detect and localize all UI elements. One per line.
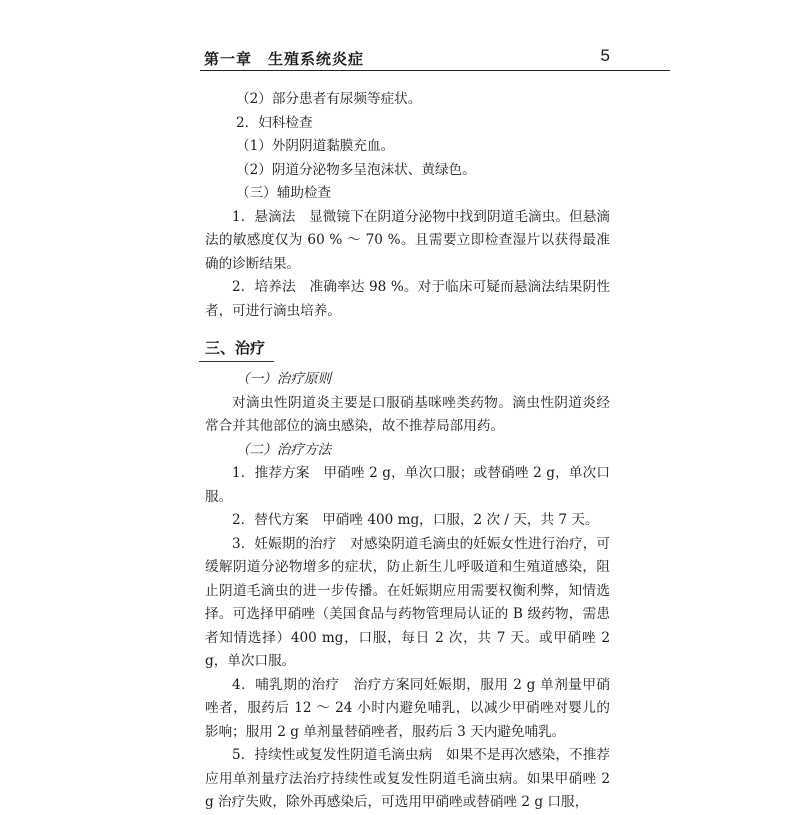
paragraph: 1．悬滴法 显微镜下在阴道分泌物中找到阴道毛滴虫。但悬滴法的敏感度仅为 60 % ～ 70 %。且需要立即检查湿片以获得最准确的诊断结果。 <box>205 208 610 272</box>
subheading: 2．妇科检查 <box>236 114 313 131</box>
running-header <box>200 46 670 71</box>
paragraph: 3．妊娠期的治疗 对感染阴道毛滴虫的妊娠女性进行治疗，可缓解阴道分泌物增多的症状，防止新生儿呼吸道和生殖道感染，阻止阴道毛滴虫的进一步传播。在妊娠期应用需要权衡利弊，知情选择。可选择甲硝唑（美国食品与药物管理局认证的 B 级药物，需患者知情选择）400 mg，口服，每日 2 次，共 7 天。或甲硝唑 2 g，单次口服。 <box>205 535 610 669</box>
paragraph: （2）部分患者有尿频等症状。 <box>236 91 422 107</box>
paragraph: （1）外阴阴道黏膜充血。 <box>236 138 395 154</box>
paragraph: 1．推荐方案 甲硝唑 2 g，单次口服；或替硝唑 2 g，单次口服。 <box>205 465 610 505</box>
paragraph: 4．哺乳期的治疗 治疗方案同妊娠期，服用 2 g 单剂量甲硝唑者，服药后 12 ～ 24 小时内避免哺乳，以减少甲硝唑对婴儿的影响；服用 2 g 单剂量替硝唑者，服药后 3 天内避免哺乳。 <box>205 676 610 740</box>
page-number: 5 <box>600 46 610 65</box>
section-heading-wrap <box>199 335 274 362</box>
paragraph: 5．持续性或复发性阴道毛滴虫病 如果不是再次感染，不推荐应用单剂量疗法治疗持续性或复发性阴道毛滴虫病。如果甲硝唑 2 g 治疗失败，除外再感染后，可选用甲硝唑或替硝唑 2 g 口服， <box>205 747 610 810</box>
paragraph: 2．替代方案 甲硝唑 400 mg，口服，2 次 / 天，共 7 天。 <box>232 512 599 528</box>
subheading: （三）辅助检查 <box>236 185 332 201</box>
section-heading: 三、治疗 <box>199 335 274 362</box>
chapter-title: 第一章 生殖系统炎症 <box>204 50 365 68</box>
paragraph: 对滴虫性阴道炎主要是口服硝基咪唑类药物。滴虫性阴道炎经常合并其他部位的滴虫感染，故不推荐局部用药。 <box>205 394 610 434</box>
page-body <box>205 88 610 815</box>
paragraph: 2．培养法 准确率达 98 %。对于临床可疑而悬滴法结果阴性者，可进行滴虫培养。 <box>205 279 610 319</box>
paragraph: （2）阴道分泌物多呈泡沫状、黄绿色。 <box>236 161 476 178</box>
subheading: （二）治疗方法 <box>236 441 332 458</box>
subheading: （一）治疗原则 <box>236 371 332 387</box>
